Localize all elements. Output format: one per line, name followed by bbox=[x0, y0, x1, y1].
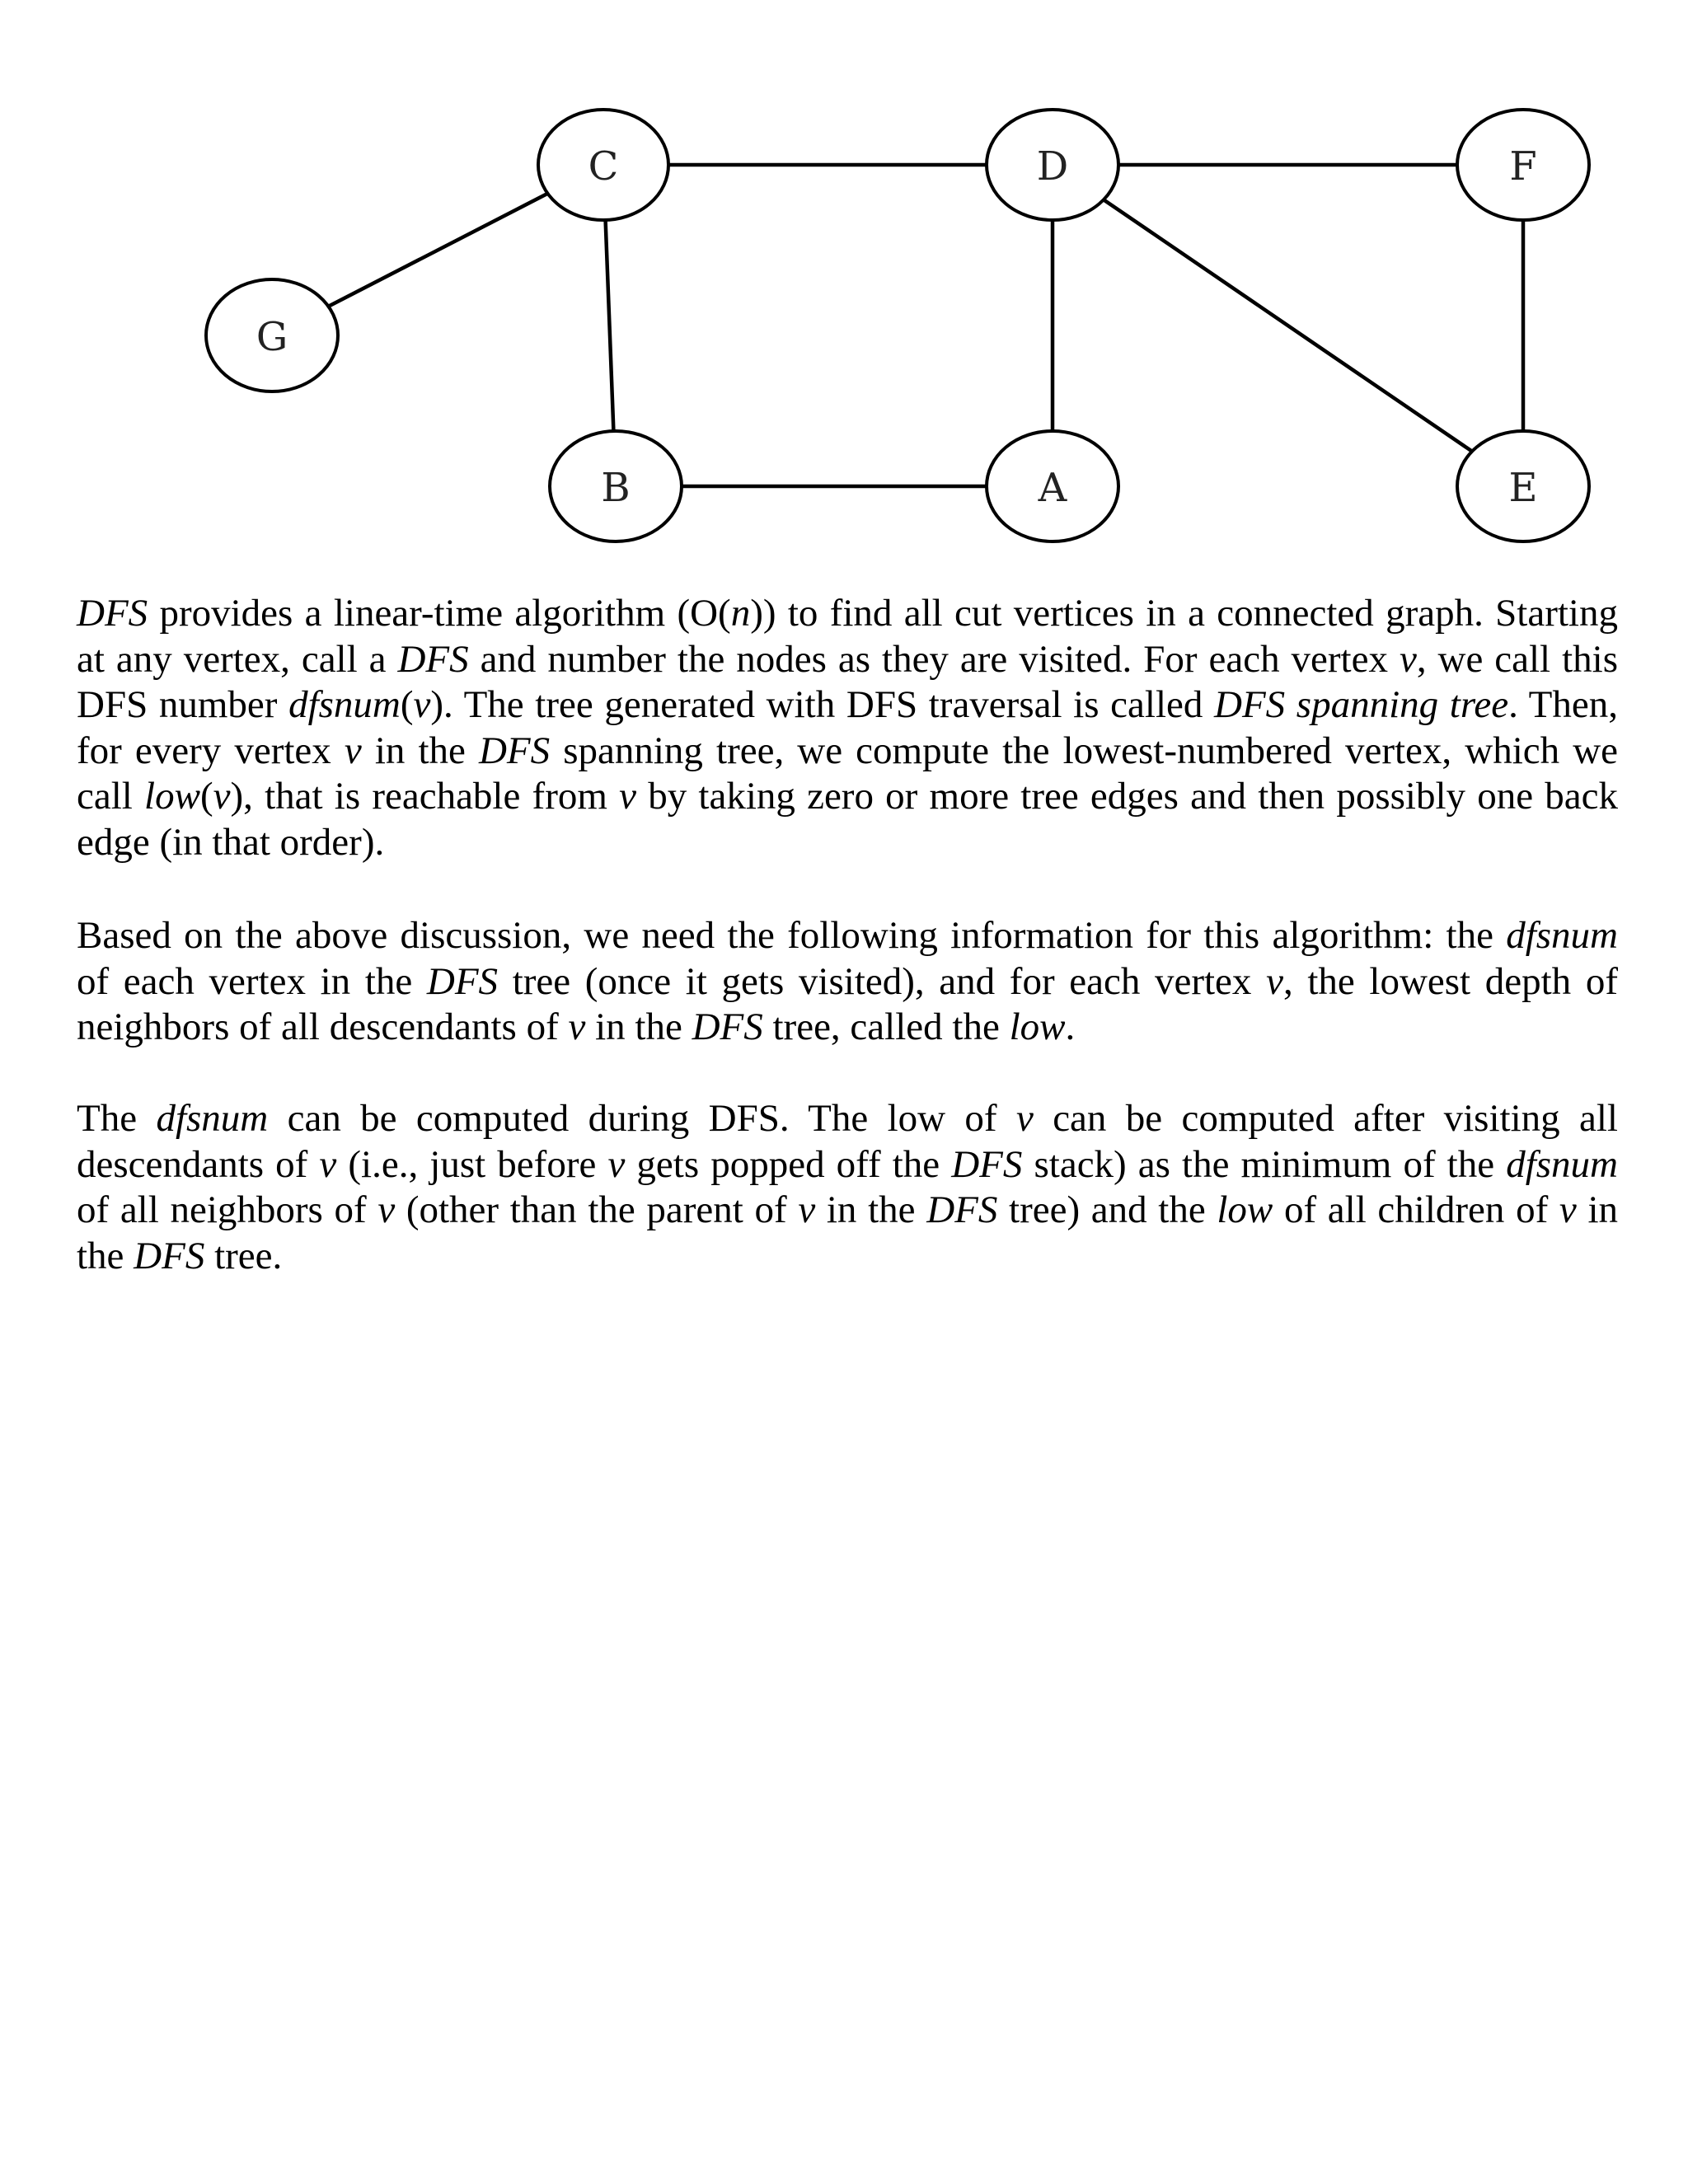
italic-term: v bbox=[619, 775, 636, 818]
graph-nodes bbox=[206, 110, 1589, 541]
italic-term: v bbox=[1266, 959, 1283, 1003]
node-label: D bbox=[1036, 143, 1069, 190]
italic-term: DFS bbox=[77, 592, 148, 635]
graph-edges bbox=[328, 165, 1523, 486]
italic-term: v bbox=[413, 683, 431, 726]
text-run: (i.e., just before bbox=[336, 1142, 608, 1186]
text-run: by taking zero or more tree edges and then possibly one back edge (in that order). bbox=[77, 775, 1628, 864]
text-run: tree. bbox=[204, 1234, 283, 1277]
node-f bbox=[1457, 110, 1589, 220]
text-run: )) to find all cut vertices in a connected graph. Starting at any vertex, call a bbox=[77, 592, 1628, 681]
italic-term: DFS bbox=[134, 1234, 205, 1277]
italic-term: v bbox=[319, 1142, 337, 1186]
text-run: provides a linear-time algorithm (O( bbox=[148, 592, 731, 635]
italic-term: dfsnum bbox=[1506, 1142, 1618, 1186]
italic-term: v bbox=[1399, 637, 1417, 681]
text-run: of all children of bbox=[1273, 1188, 1559, 1231]
node-label: A bbox=[1038, 465, 1067, 511]
text-run: tree, called the bbox=[762, 1005, 1010, 1048]
italic-term: v bbox=[344, 729, 362, 772]
italic-term: low bbox=[1217, 1188, 1273, 1231]
italic-term: DFS bbox=[951, 1142, 1023, 1186]
text-run: can be computed during DFS. The low of bbox=[268, 1097, 1016, 1140]
text-run: in the bbox=[815, 1188, 927, 1231]
italic-term: DFS bbox=[478, 729, 551, 772]
text-run: tree (once it gets visited), and for each vertex bbox=[498, 959, 1267, 1003]
italic-term: DFS bbox=[426, 959, 499, 1003]
text-run: in the bbox=[585, 1005, 692, 1048]
italic-term: v bbox=[1559, 1188, 1577, 1231]
text-run: gets popped off the bbox=[625, 1142, 952, 1186]
text-run: spanning tree, we compute the lowest-numbered vertex, which we call bbox=[77, 729, 1628, 818]
text-run: can be computed after visiting all descendants of bbox=[77, 1097, 1628, 1186]
node-label: G bbox=[256, 314, 288, 360]
italic-term: n bbox=[730, 592, 751, 635]
italic-term: v bbox=[568, 1005, 586, 1048]
paragraph-computing-low bbox=[77, 1096, 1628, 1279]
italic-term: dfsnum bbox=[156, 1097, 269, 1140]
text-run: , the lowest depth of neighbors of all descendants of bbox=[77, 959, 1628, 1048]
node-e bbox=[1457, 431, 1589, 541]
italic-term: dfsnum bbox=[288, 683, 401, 726]
text-run: ), that is reachable from bbox=[230, 775, 620, 818]
node-d bbox=[987, 110, 1118, 220]
node-label: E bbox=[1508, 465, 1538, 511]
italic-term: v bbox=[377, 1188, 396, 1231]
edge-c-b bbox=[606, 220, 614, 431]
italic-term: DFS spanning tree bbox=[1214, 683, 1509, 726]
italic-term: DFS bbox=[397, 637, 469, 681]
text-run: . bbox=[1065, 1005, 1076, 1048]
node-label: F bbox=[1509, 143, 1537, 190]
node-c bbox=[538, 110, 668, 220]
text-run: tree) and the bbox=[997, 1188, 1217, 1231]
text-run: of each vertex in the bbox=[77, 914, 1628, 1003]
text-run: Based on the above discussion, we need the following information for this algorithm: the bbox=[77, 914, 1507, 957]
text-run: and number the nodes as they are visited. For each vertex bbox=[468, 637, 1400, 681]
italic-term: DFS bbox=[926, 1188, 998, 1231]
italic-term: v bbox=[213, 775, 231, 818]
italic-term: low bbox=[1009, 1005, 1066, 1048]
italic-term: v bbox=[1015, 1097, 1034, 1140]
edge-d-e bbox=[1104, 199, 1472, 451]
text-run: in the bbox=[361, 729, 479, 772]
node-label: B bbox=[601, 465, 631, 511]
node-b bbox=[550, 431, 682, 541]
node-a bbox=[987, 431, 1118, 541]
text-run: in the bbox=[77, 1188, 1628, 1277]
text-run: ( bbox=[400, 683, 414, 726]
paragraph-required-information bbox=[77, 913, 1628, 1051]
text-run: stack) as the minimum of the bbox=[1022, 1142, 1507, 1186]
italic-term: v bbox=[607, 1142, 626, 1186]
text-run: ). The tree generated with DFS traversal is called bbox=[430, 683, 1215, 726]
node-label: C bbox=[588, 143, 619, 190]
paragraph-cut-vertices bbox=[77, 591, 1628, 865]
italic-term: v bbox=[798, 1188, 816, 1231]
edge-g-c bbox=[328, 194, 547, 307]
graph-diagram bbox=[0, 0, 1688, 569]
text-run: . Then, for every vertex bbox=[77, 683, 1628, 772]
text-run: (other than the parent of bbox=[395, 1188, 799, 1231]
italic-term: low bbox=[144, 775, 200, 818]
italic-term: dfsnum bbox=[1506, 914, 1618, 957]
text-run: The bbox=[77, 1097, 157, 1140]
text-run: , we call this DFS number bbox=[77, 637, 1628, 726]
node-g bbox=[206, 279, 338, 391]
text-run: of all neighbors of bbox=[77, 1142, 1628, 1231]
italic-term: DFS bbox=[692, 1005, 763, 1048]
text-run: ( bbox=[199, 775, 213, 818]
